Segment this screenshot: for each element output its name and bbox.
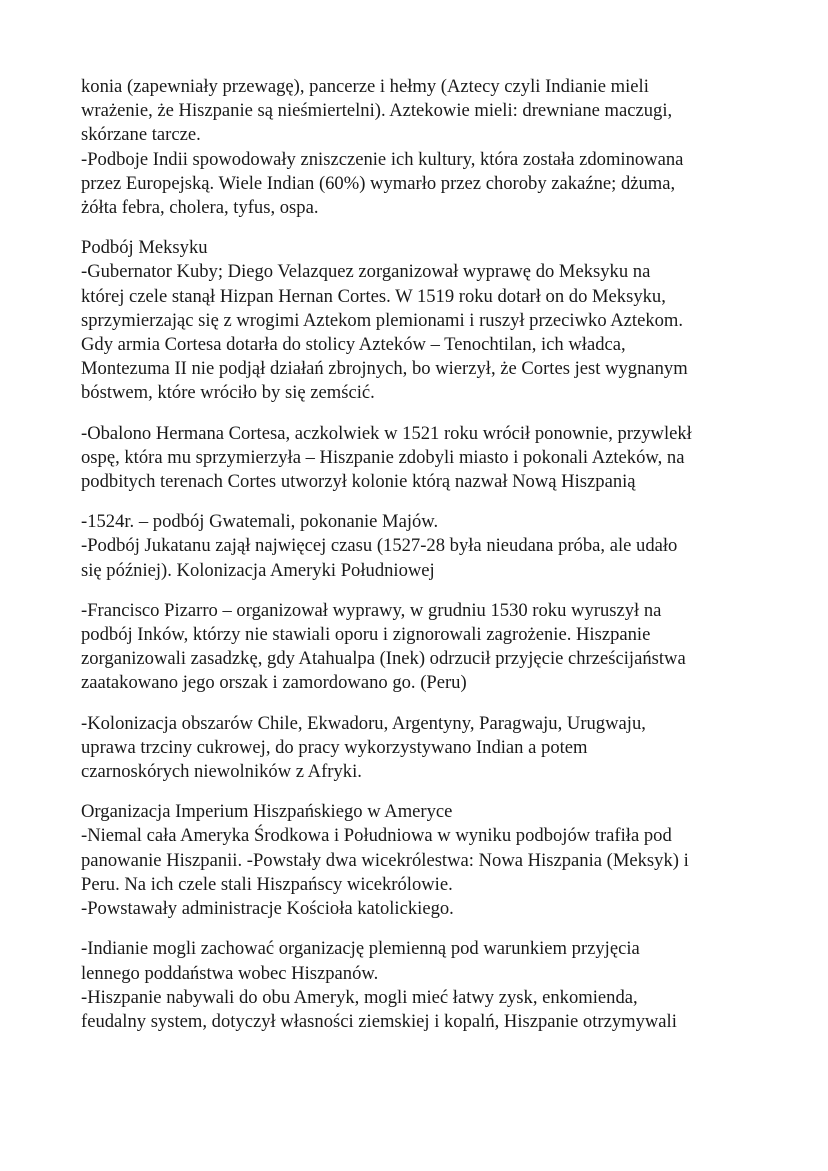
text-line: Gdy armia Cortesa dotarła do stolicy Azteków – Tenochtilan, ich władca, <box>81 334 626 356</box>
text-line: której czele stanął Hizpan Hernan Cortes. W 1519 roku dotarł on do Meksyku, <box>81 285 666 307</box>
text-line: przez Europejską. Wiele Indian (60%) wymarło przez choroby zakaźne; dżuma, <box>81 172 676 194</box>
paragraph-colonization <box>81 712 781 785</box>
paragraph-cortes <box>81 422 781 495</box>
text-line: panowanie Hiszpanii. -Powstały dwa wicekrólestwa: Nowa Hiszpania (Meksyk) i <box>81 849 689 871</box>
text-line: -Podboje Indii spowodowały zniszczenie ich kultury, która została zdominowana <box>81 148 684 170</box>
text-line: -Gubernator Kuby; Diego Velazquez zorganizował wyprawę do Meksyku na <box>81 261 651 283</box>
text-line: skórzane tarcze. <box>81 124 201 146</box>
text-line: zorganizowali zasadzkę, gdy Atahualpa (Inek) odrzucił przyjęcie chrześcijaństwa <box>81 648 686 670</box>
paragraph-guatemala <box>81 510 781 583</box>
text-line: ospę, która mu sprzymierzyła – Hiszpanie zdobyli miasto i pokonali Azteków, na <box>81 446 685 468</box>
text-line: podbitych terenach Cortes utworzył kolonie którą nazwał Nową Hiszpanią <box>81 471 636 493</box>
text-line: -Hiszpanie nabywali do obu Ameryk, mogli mieć łatwy zysk, enkomienda, <box>81 986 638 1008</box>
text-line: -Obalono Hermana Cortesa, aczkolwiek w 1521 roku wrócił ponownie, przywlekł <box>81 422 692 444</box>
text-line: Montezuma II nie podjął działań zbrojnych, bo wierzył, że Cortes jest wygnanym <box>81 358 688 380</box>
text-line: bóstwem, które wróciło by się zemścić. <box>81 382 375 404</box>
text-line: czarnoskórych niewolników z Afryki. <box>81 761 362 783</box>
text-line: lennego poddaństwa wobec Hiszpanów. <box>81 962 379 984</box>
text-line: sprzymierzając się z wrogimi Aztekom plemionami i ruszył przeciwko Aztekom. <box>81 309 684 331</box>
text-line: konia (zapewniały przewagę), pancerze i hełmy (Aztecy czyli Indianie mieli <box>81 76 649 97</box>
text-line: wrażenie, że Hiszpanie są nieśmiertelni). Aztekowie mieli: drewniane maczugi, <box>81 100 673 122</box>
text-line: podbój Inków, którzy nie stawiali oporu i zignorowali zagrożenie. Hiszpanie <box>81 624 651 646</box>
paragraph-intro <box>81 75 781 220</box>
document-page <box>81 75 781 1050</box>
text-line: zaatakowano jego orszak i zamordowano go. (Peru) <box>81 672 467 694</box>
text-line: -Podbój Jukatanu zajął najwięcej czasu (1527-28 była nieudana próba, ale udało <box>81 535 678 557</box>
text-line: uprawa trzciny cukrowej, do pracy wykorzystywano Indian a potem <box>81 736 588 758</box>
text-line: żółta febra, cholera, tyfus, ospa. <box>81 197 319 219</box>
section-heading: Organizacja Imperium Hiszpańskiego w Ameryce <box>81 801 453 823</box>
paragraph-mexico-conquest <box>81 236 781 405</box>
text-line: -Niemal cała Ameryka Środkowa i Południowa w wyniku podbojów trafiła pod <box>81 825 672 847</box>
paragraph-empire-organization <box>81 800 781 921</box>
text-line: -Powstawały administracje Kościoła katolickiego. <box>81 898 454 920</box>
section-heading: Podbój Meksyku <box>81 237 208 259</box>
text-line: się później). Kolonizacja Ameryki Południowej <box>81 559 435 581</box>
paragraph-indians <box>81 937 781 1034</box>
text-line: -1524r. – podbój Gwatemali, pokonanie Majów. <box>81 511 439 533</box>
text-line: feudalny system, dotyczył własności ziemskiej i kopalń, Hiszpanie otrzymywali <box>81 1010 677 1032</box>
text-line: -Francisco Pizarro – organizował wyprawy, w grudniu 1530 roku wyruszył na <box>81 599 662 621</box>
paragraph-pizarro <box>81 599 781 696</box>
text-line: -Indianie mogli zachować organizację plemienną pod warunkiem przyjęcia <box>81 938 640 960</box>
text-line: Peru. Na ich czele stali Hiszpańscy wicekrólowie. <box>81 873 453 895</box>
text-line: -Kolonizacja obszarów Chile, Ekwadoru, Argentyny, Paragwaju, Urugwaju, <box>81 712 646 734</box>
